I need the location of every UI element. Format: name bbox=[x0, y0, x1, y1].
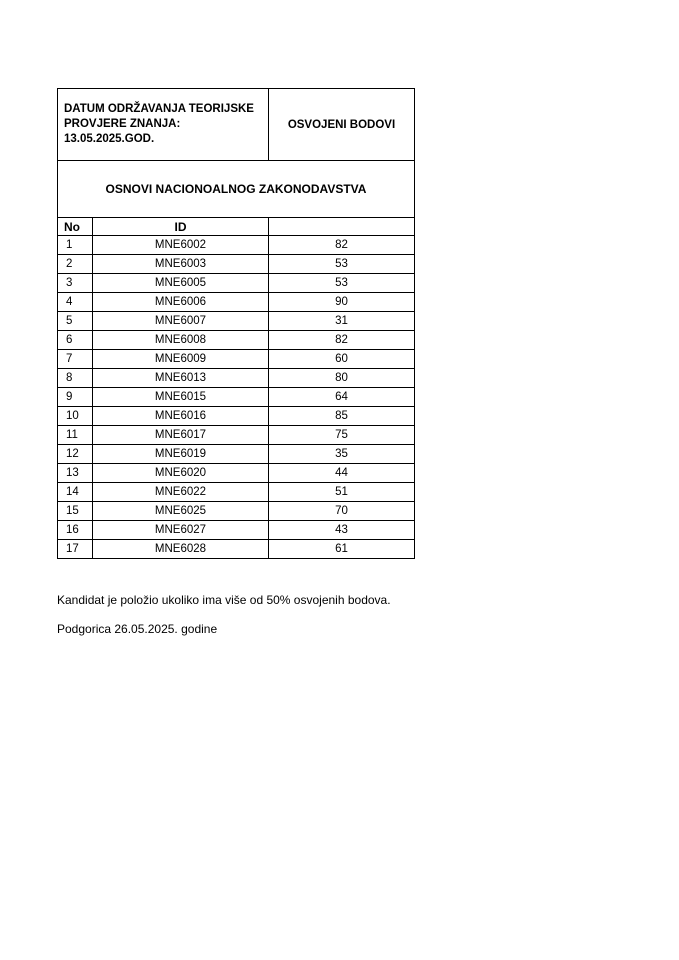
pass-criteria-note: Kandidat je položio ukoliko ima više od 50% osvojenih bodova. bbox=[57, 593, 391, 607]
row-number: 9 bbox=[58, 388, 93, 407]
points-header: OSVOJENI BODOVI bbox=[269, 89, 415, 161]
points-value: 53 bbox=[269, 274, 415, 293]
table-row bbox=[58, 369, 415, 388]
candidate-id: MNE6020 bbox=[93, 464, 269, 483]
table-row bbox=[58, 426, 415, 445]
row-number: 12 bbox=[58, 445, 93, 464]
row-number: 15 bbox=[58, 502, 93, 521]
row-number: 1 bbox=[58, 236, 93, 255]
table-row bbox=[58, 293, 415, 312]
candidate-id: MNE6025 bbox=[93, 502, 269, 521]
candidate-id: MNE6016 bbox=[93, 407, 269, 426]
points-value: 75 bbox=[269, 426, 415, 445]
table-row bbox=[58, 274, 415, 293]
points-value: 35 bbox=[269, 445, 415, 464]
points-value: 64 bbox=[269, 388, 415, 407]
table-row bbox=[58, 483, 415, 502]
candidate-id: MNE6017 bbox=[93, 426, 269, 445]
results-table bbox=[57, 88, 415, 559]
exam-date-cell bbox=[58, 89, 269, 161]
points-value: 70 bbox=[269, 502, 415, 521]
row-number: 6 bbox=[58, 331, 93, 350]
column-header-row bbox=[58, 218, 415, 236]
candidate-id: MNE6019 bbox=[93, 445, 269, 464]
table-row bbox=[58, 445, 415, 464]
column-header-id: ID bbox=[93, 218, 269, 236]
table-row bbox=[58, 236, 415, 255]
candidate-id: MNE6009 bbox=[93, 350, 269, 369]
candidate-id: MNE6022 bbox=[93, 483, 269, 502]
column-header-no: No bbox=[58, 218, 93, 236]
row-number: 8 bbox=[58, 369, 93, 388]
points-value: 60 bbox=[269, 350, 415, 369]
row-number: 4 bbox=[58, 293, 93, 312]
points-value: 51 bbox=[269, 483, 415, 502]
candidate-id: MNE6013 bbox=[93, 369, 269, 388]
table-row bbox=[58, 312, 415, 331]
points-value: 85 bbox=[269, 407, 415, 426]
points-value: 53 bbox=[269, 255, 415, 274]
row-number: 10 bbox=[58, 407, 93, 426]
points-value: 82 bbox=[269, 331, 415, 350]
row-number: 3 bbox=[58, 274, 93, 293]
place-and-date: Podgorica 26.05.2025. godine bbox=[57, 622, 218, 636]
header-row bbox=[58, 89, 415, 161]
table-row bbox=[58, 464, 415, 483]
points-value: 82 bbox=[269, 236, 415, 255]
candidate-id: MNE6005 bbox=[93, 274, 269, 293]
points-value: 90 bbox=[269, 293, 415, 312]
subject-row bbox=[58, 161, 415, 218]
points-value: 43 bbox=[269, 521, 415, 540]
row-number: 13 bbox=[58, 464, 93, 483]
table-row bbox=[58, 540, 415, 559]
row-number: 7 bbox=[58, 350, 93, 369]
points-value: 44 bbox=[269, 464, 415, 483]
table-row bbox=[58, 502, 415, 521]
table-row bbox=[58, 331, 415, 350]
table-row bbox=[58, 521, 415, 540]
row-number: 17 bbox=[58, 540, 93, 559]
points-value: 31 bbox=[269, 312, 415, 331]
table-row bbox=[58, 350, 415, 369]
candidate-id: MNE6008 bbox=[93, 331, 269, 350]
points-value: 61 bbox=[269, 540, 415, 559]
table-row bbox=[58, 388, 415, 407]
table-row bbox=[58, 255, 415, 274]
candidate-id: MNE6027 bbox=[93, 521, 269, 540]
exam-date-line: DATUM ODRŽAVANJA TEORIJSKE bbox=[64, 103, 254, 115]
row-number: 14 bbox=[58, 483, 93, 502]
exam-date-line: PROVJERE ZNANJA: bbox=[64, 118, 181, 130]
candidate-id: MNE6003 bbox=[93, 255, 269, 274]
table-row bbox=[58, 407, 415, 426]
subject-title: OSNOVI NACIONOALNOG ZAKONODAVSTVA bbox=[58, 161, 415, 218]
row-number: 2 bbox=[58, 255, 93, 274]
candidate-id: MNE6028 bbox=[93, 540, 269, 559]
row-number: 5 bbox=[58, 312, 93, 331]
column-header-points bbox=[269, 218, 415, 236]
row-number: 16 bbox=[58, 521, 93, 540]
candidate-id: MNE6015 bbox=[93, 388, 269, 407]
candidate-id: MNE6007 bbox=[93, 312, 269, 331]
candidate-id: MNE6006 bbox=[93, 293, 269, 312]
row-number: 11 bbox=[58, 426, 93, 445]
points-value: 80 bbox=[269, 369, 415, 388]
exam-date-line: 13.05.2025.GOD. bbox=[64, 133, 155, 145]
candidate-id: MNE6002 bbox=[93, 236, 269, 255]
